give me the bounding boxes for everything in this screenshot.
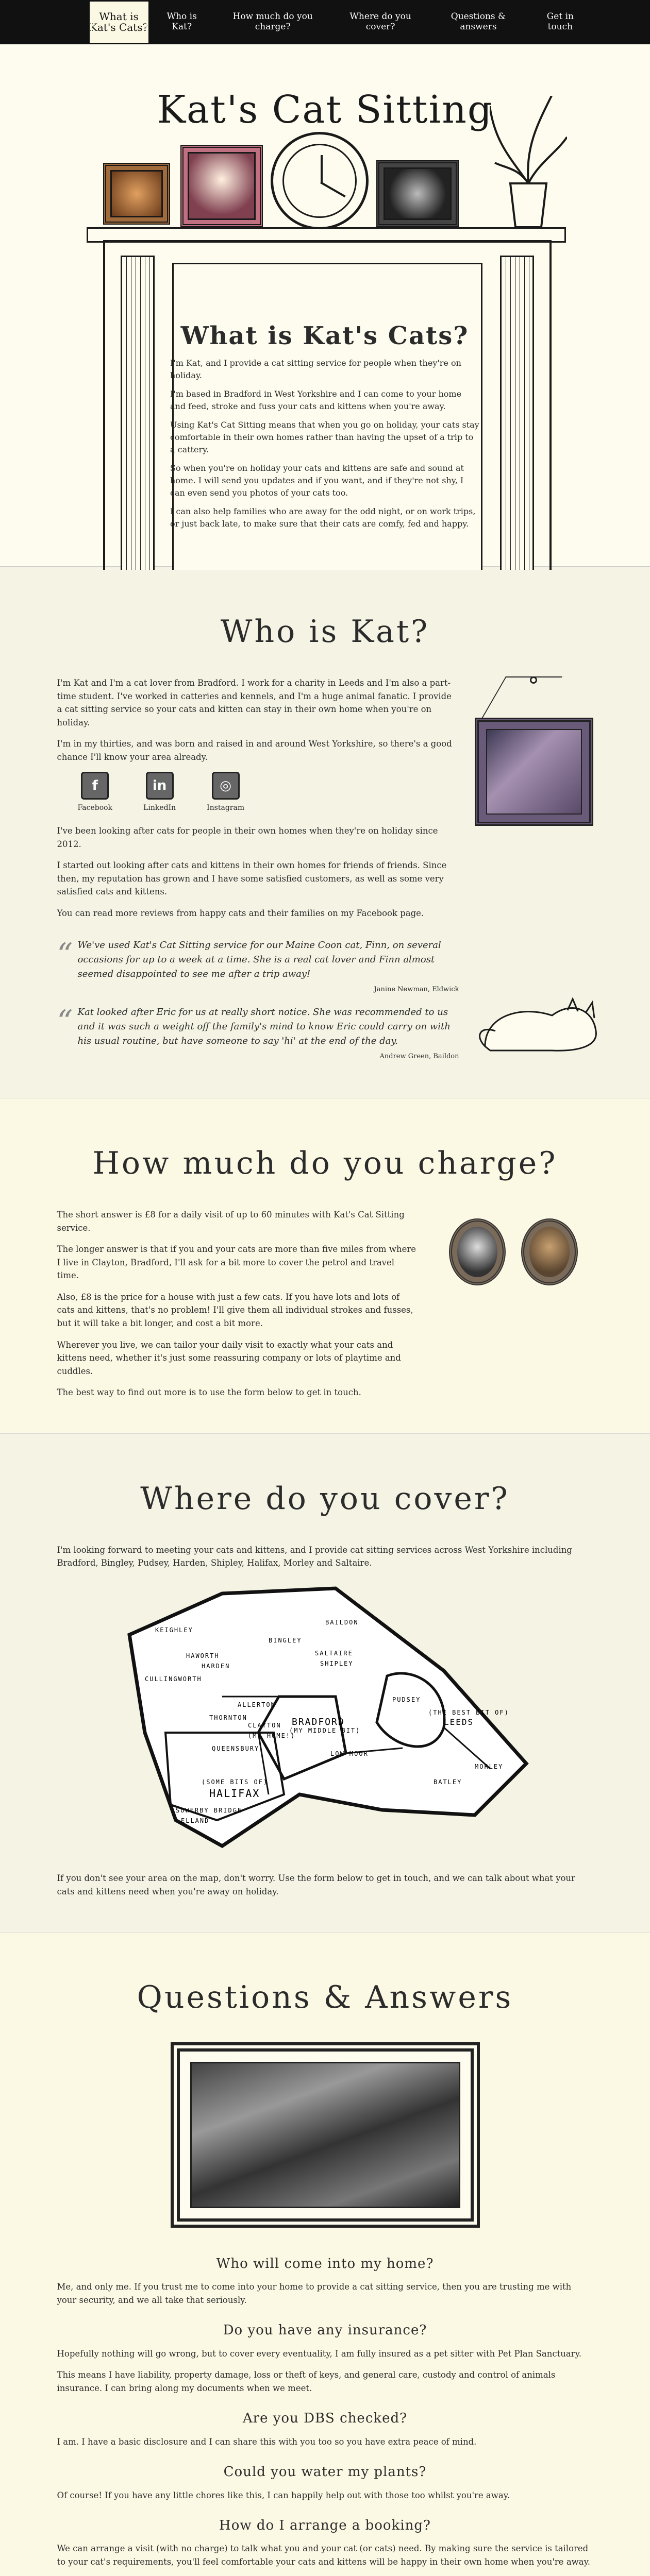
who-paragraph: I'm Kat and I'm a cat lover from Bradford. I work for a charity in Leeds and I'm also a part-time student. I've worked in catteries and kennels, and I'm a huge animal fanatic. I provide a cat sitting service so your cats and kitten can stay in their own home when you're on holiday. xyxy=(57,678,452,727)
map-place: QUEENSBURY xyxy=(211,1744,259,1752)
instagram-icon: ◎ xyxy=(212,772,240,800)
charge-paragraph: Wherever you live, we can tailor your daily visit to exactly what your cats and kittens need, whether it's just some reassuring company or lots of playtime and cuddles. xyxy=(57,1340,401,1376)
map-place: THORNTON xyxy=(209,1714,247,1721)
linkedin-icon: in xyxy=(146,772,174,800)
map-place: ALLERTON xyxy=(237,1701,276,1708)
cover-intro: I'm looking forward to meeting your cats and kittens, and I provide cat sitting services across West Yorkshire including Bradford, Bingley, Pudsey, Harden, Shipley, Halifax, Morley and Saltaire. xyxy=(57,1545,572,1568)
who-section xyxy=(0,567,650,1098)
cat-feature-photo xyxy=(190,2062,460,2208)
about-paragraph: I'm based in Bradford in West Yorkshire and I can come to your home and feed, stroke and fuss your cats and kittens when you're away. xyxy=(170,388,462,411)
about-paragraph: So when you're on holiday your cats and kittens are safe and sound at home. I will send you updates and if you want, and if they're not shy, I can even send you photos of your cats too. xyxy=(170,463,464,498)
map-place: HALIFAX xyxy=(209,1787,260,1800)
about-paragraph: I'm Kat, and I provide a cat sitting service for people when they're on holiday. xyxy=(170,358,461,380)
coverage-map xyxy=(114,1578,537,1856)
qa-question: How do I arrange a booking? xyxy=(219,2518,431,2534)
map-place: SOWERBY BRIDGE xyxy=(175,1806,242,1814)
nav-links xyxy=(160,12,583,32)
qa-answer: Hopefully nothing will go wrong, but to cover every eventuality, I am fully insured as a pet sitter with Pet Plan Sanctuary. xyxy=(57,2348,581,2359)
testimonial-quote: “ Kat looked after Eric for us at really short notice. She was recommended to us and it was such a weight off the family's mind to know Eric could carry on with his usual routine, but have someone to say 'hi' at the end of the day. xyxy=(78,1005,459,1048)
social-links xyxy=(78,772,454,814)
charge-paragraph: The longer answer is that if you and your cats are more than five miles from where I live in Clayton, Bradford, I'll ask for a bit more to cover the petrol and travel time. xyxy=(57,1244,416,1281)
map-place: KEIGHLEY xyxy=(155,1626,193,1634)
qa-answer: Of course! If you have any little chores like this, I can happily help out with those too whilst you're away. xyxy=(57,2490,510,2500)
about-paragraph: Using Kat's Cat Sitting means that when you go on holiday, your cats stay comfortable in their own homes rather than having the upset of a trip to a cattery. xyxy=(170,419,479,454)
nav-link-who[interactable]: Who is Kat? xyxy=(166,11,197,32)
who-paragraph: I started out looking after cats and kittens in their own homes for friends of friends. Since then, my reputation has grown and I have some satisfied customers, as well as some very satisfied cats and kittens. xyxy=(57,860,447,897)
map-place: HAWORTH xyxy=(186,1652,220,1659)
cat-feature-frame xyxy=(171,2042,480,2228)
testimonial-author: Janine Newman, Eldwick xyxy=(374,986,459,994)
map-place: (THE BEST BIT OF) xyxy=(428,1708,509,1716)
qa-answer: I am. I have a basic disclosure and I can share this with you too so you have extra peace of mind. xyxy=(57,2436,477,2447)
qa-title: Questions & Answers xyxy=(137,1979,513,2016)
cat-medallions xyxy=(439,1208,593,1301)
site-logo[interactable]: What is Kat's Cats? xyxy=(88,0,150,44)
social-instagram[interactable]: ◎ Instagram xyxy=(207,772,244,814)
map-place: BAILDON xyxy=(325,1618,359,1626)
qa-answer: Me, and only me. If you trust me to come into your home to provide a cat sitting service, then you are trusting me with your security, and we all take that seriously. xyxy=(57,2282,572,2305)
qa-section xyxy=(0,1933,650,2576)
kat-portrait xyxy=(486,729,582,815)
testimonial-author: Andrew Green, Baildon xyxy=(379,1052,459,1060)
charge-section xyxy=(0,1098,650,1434)
nav-link-qa[interactable]: Questions & answers xyxy=(451,11,506,32)
map-place: CLAYTON xyxy=(247,1721,281,1729)
map-place: PUDSEY xyxy=(392,1696,421,1703)
who-paragraph: You can read more reviews from happy cats and their families on my Facebook page. xyxy=(57,908,424,918)
map-place: ELLAND xyxy=(180,1817,209,1824)
charge-title: How much do you charge? xyxy=(92,1145,558,1182)
qa-question: Who will come into my home? xyxy=(216,2256,434,2272)
map-place: BINGLEY xyxy=(268,1636,302,1644)
cover-title: Where do you cover? xyxy=(140,1480,510,1517)
map-place: HARDEN xyxy=(201,1662,230,1670)
who-paragraph: I'm in my thirties, and was born and raised in and around West Yorkshire, so there's a good chance I'll know your area already. xyxy=(57,739,452,762)
nav-link-contact[interactable]: Get in touch xyxy=(546,11,574,32)
top-nav xyxy=(0,0,650,44)
facebook-icon: f xyxy=(81,772,109,800)
social-linkedin[interactable]: in LinkedIn xyxy=(143,772,176,814)
map-place: BATLEY xyxy=(433,1778,462,1786)
nav-link-charge[interactable]: How much do you charge? xyxy=(232,11,313,32)
map-place: CULLINGWORTH xyxy=(144,1675,202,1683)
hero-section xyxy=(0,44,650,567)
map-place: (SOME BITS OF) xyxy=(201,1778,268,1786)
charge-paragraph: Also, £8 is the price for a house with just a few cats. If you have lots and lots of cats and kittens, that's no problem! I'll give them all individual strokes and fusses, but it will take a bit longer, and cost a bit more. xyxy=(57,1292,413,1328)
social-facebook[interactable]: f Facebook xyxy=(78,772,113,814)
cat-photo-frame-right xyxy=(376,160,459,227)
map-place: SALTAIRE xyxy=(314,1649,353,1657)
kat-portrait-frame xyxy=(475,676,593,831)
who-title: Who is Kat? xyxy=(220,614,430,650)
hero-title: Kat's Cat Sitting xyxy=(157,88,493,132)
testimonial-quote: “ We've used Kat's Cat Sitting service for our Maine Coon cat, Finn, on several occasions for up to a week at a time. She is a real cat lover and Finn almost seemed disappointed to see me after a trip away! xyxy=(78,938,459,981)
map-place: LEEDS xyxy=(443,1717,474,1727)
qa-question: Do you have any insurance? xyxy=(223,2323,427,2338)
potted-plant-icon xyxy=(490,96,567,230)
about-title: What is Kat's Cats? xyxy=(180,321,469,350)
qa-question: Are you DBS checked? xyxy=(242,2411,408,2427)
about-paragraph: I can also help families who are away for the odd night, or on work trips, or just back late, to make sure that their cats are comfy, fed and happy. xyxy=(170,506,476,529)
qa-question: Could you water my plants? xyxy=(223,2464,427,2480)
nav-link-cover[interactable]: Where do you cover? xyxy=(349,11,411,32)
cat-photo-frame-center xyxy=(180,145,263,227)
sleeping-cat-icon xyxy=(475,990,609,1057)
about-box xyxy=(170,323,479,536)
map-place: LOW MOOR xyxy=(330,1750,369,1757)
charge-paragraph: The best way to find out more is to use the form below to get in touch. xyxy=(57,1387,361,1398)
who-paragraph: I've been looking after cats for people in their own homes when they're on holiday since 2012. xyxy=(57,826,438,849)
map-place: (MY HOME!) xyxy=(247,1732,295,1739)
qa-answer: This means I have liability, property damage, loss or theft of keys, and general care, custody and control of animals insurance. I can bring along my documents when we meet. xyxy=(57,2370,556,2393)
cover-section xyxy=(0,1434,650,1933)
map-place: SHIPLEY xyxy=(320,1659,354,1667)
map-place: (MY MIDDLE BIT) xyxy=(289,1726,360,1734)
map-place: BRADFORD xyxy=(291,1716,345,1727)
qa-list xyxy=(57,2253,593,2576)
cover-outro: If you don't see your area on the map, don't worry. Use the form below to get in touch, and we can talk about what your cats and kittens need when you're away on holiday. xyxy=(57,1873,575,1896)
charge-paragraph: The short answer is £8 for a daily visit of up to 60 minutes with Kat's Cat Sitting service. xyxy=(57,1210,405,1233)
cat-photo-frame-left xyxy=(103,163,170,225)
map-place: MORLEY xyxy=(474,1762,503,1770)
clock-icon xyxy=(271,132,369,230)
qa-answer: We can arrange a visit (with no charge) to talk what you and your cat (or cats) need. By making sure the service is tailored to your cat's requirements, you'll feel comfortable your cats and kittens will be happy in their own home when you're away. xyxy=(57,2544,590,2567)
